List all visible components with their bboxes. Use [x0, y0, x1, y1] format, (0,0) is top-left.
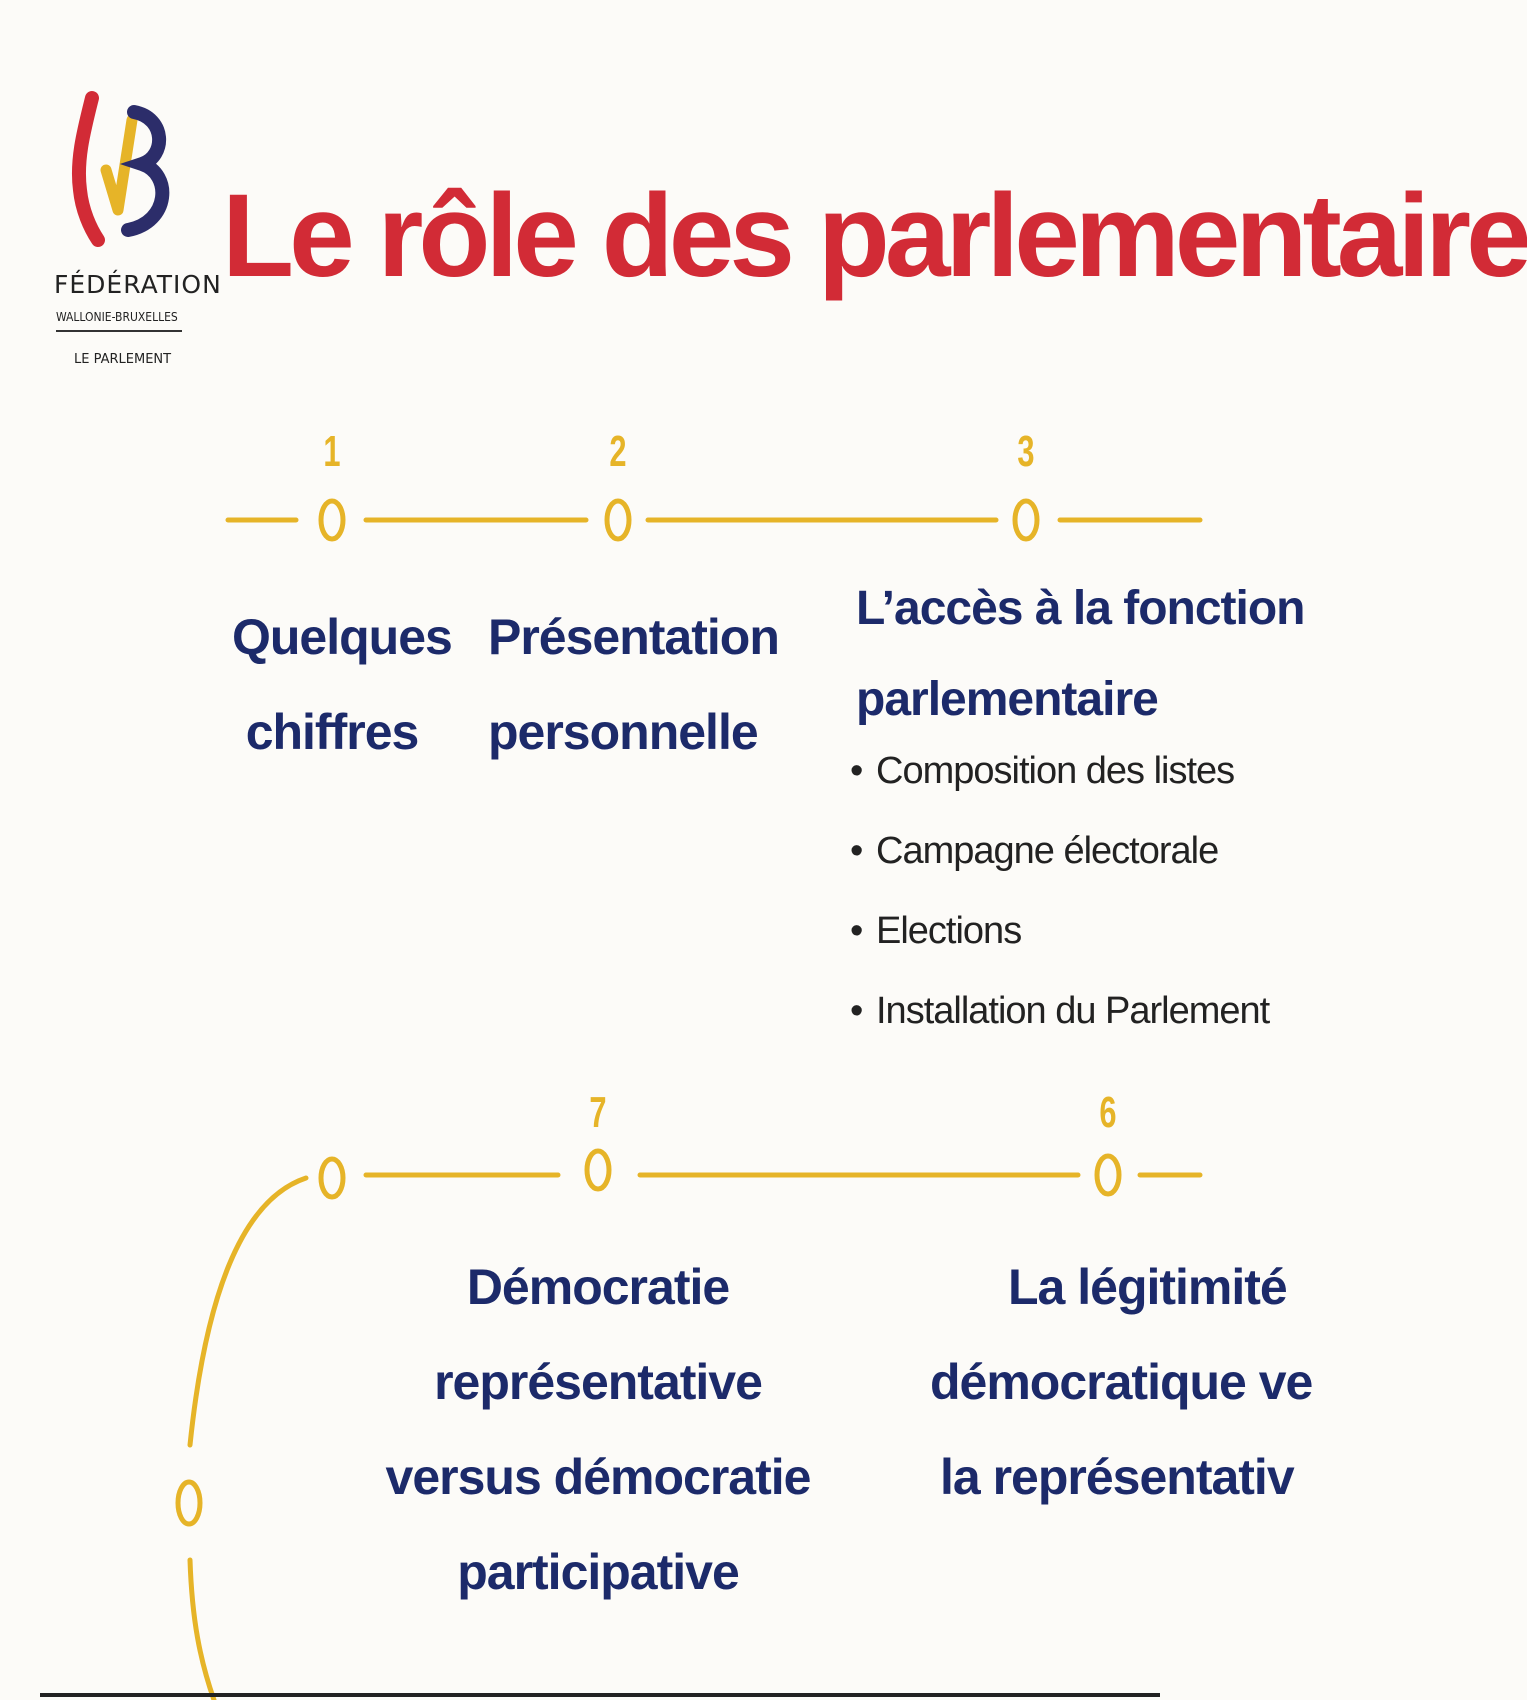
list-item: • Installation du Parlement	[850, 990, 1270, 1032]
timeline-node-8	[321, 1159, 343, 1197]
step-title-line: parlementaire	[856, 673, 1158, 727]
logo-subtitle: WALLONIE-BRUXELLES	[56, 310, 182, 332]
step-title-line: Quelques	[232, 609, 452, 665]
bullet-text: Campagne électorale	[876, 830, 1219, 872]
step-number-2: 2	[609, 427, 627, 476]
step-title-6	[930, 1240, 1313, 1525]
step-title-7	[358, 1240, 838, 1620]
step-title-line: chiffres	[245, 704, 419, 760]
step-title-line: participative	[457, 1544, 739, 1600]
step-title-3	[856, 563, 1305, 745]
step-number-1: 1	[323, 427, 341, 476]
step-number-7: 7	[589, 1088, 607, 1137]
bottom-divider	[40, 1693, 1160, 1697]
logo-parliament: LE PARLEMENT	[74, 352, 172, 367]
timeline-node-1	[321, 501, 343, 539]
step-title-line: versus démocratie	[385, 1449, 811, 1505]
logo-title: FÉDÉRATION	[54, 270, 222, 299]
step-title-line: Présentation	[488, 609, 779, 665]
step-number-6: 6	[1099, 1088, 1117, 1137]
list-item: • Campagne électorale	[850, 830, 1219, 872]
timeline-curve	[190, 1178, 306, 1445]
bullet-text: Installation du Parlement	[876, 990, 1270, 1032]
list-item: • Elections	[850, 910, 1022, 952]
step-title-line: démocratique ve	[930, 1354, 1313, 1410]
step-number-3: 3	[1017, 427, 1035, 476]
step-title-line: personnelle	[488, 704, 758, 760]
step-3-bullet-list	[850, 750, 1269, 1070]
step-title-1	[232, 590, 452, 780]
list-item: • Composition des listes	[850, 750, 1235, 792]
timeline-node-9	[178, 1482, 200, 1524]
timeline-node-2	[607, 501, 629, 539]
step-title-line: Démocratie représentative	[434, 1259, 762, 1410]
step-title-line: La légitimité	[1008, 1259, 1287, 1315]
timeline-node-3	[1015, 501, 1037, 539]
timeline-curve	[190, 1560, 214, 1700]
step-title-line: la représentativ	[940, 1449, 1294, 1505]
step-title-line: L’accès à la fonction	[856, 582, 1305, 635]
timeline-node-6	[1097, 1156, 1119, 1194]
timeline-node-7	[587, 1151, 609, 1189]
bullet-text: Composition des listes	[876, 750, 1235, 792]
bullet-text: Elections	[876, 910, 1022, 952]
page-title: Le rôle des parlementaire	[222, 170, 1527, 302]
step-title-2	[488, 590, 779, 780]
